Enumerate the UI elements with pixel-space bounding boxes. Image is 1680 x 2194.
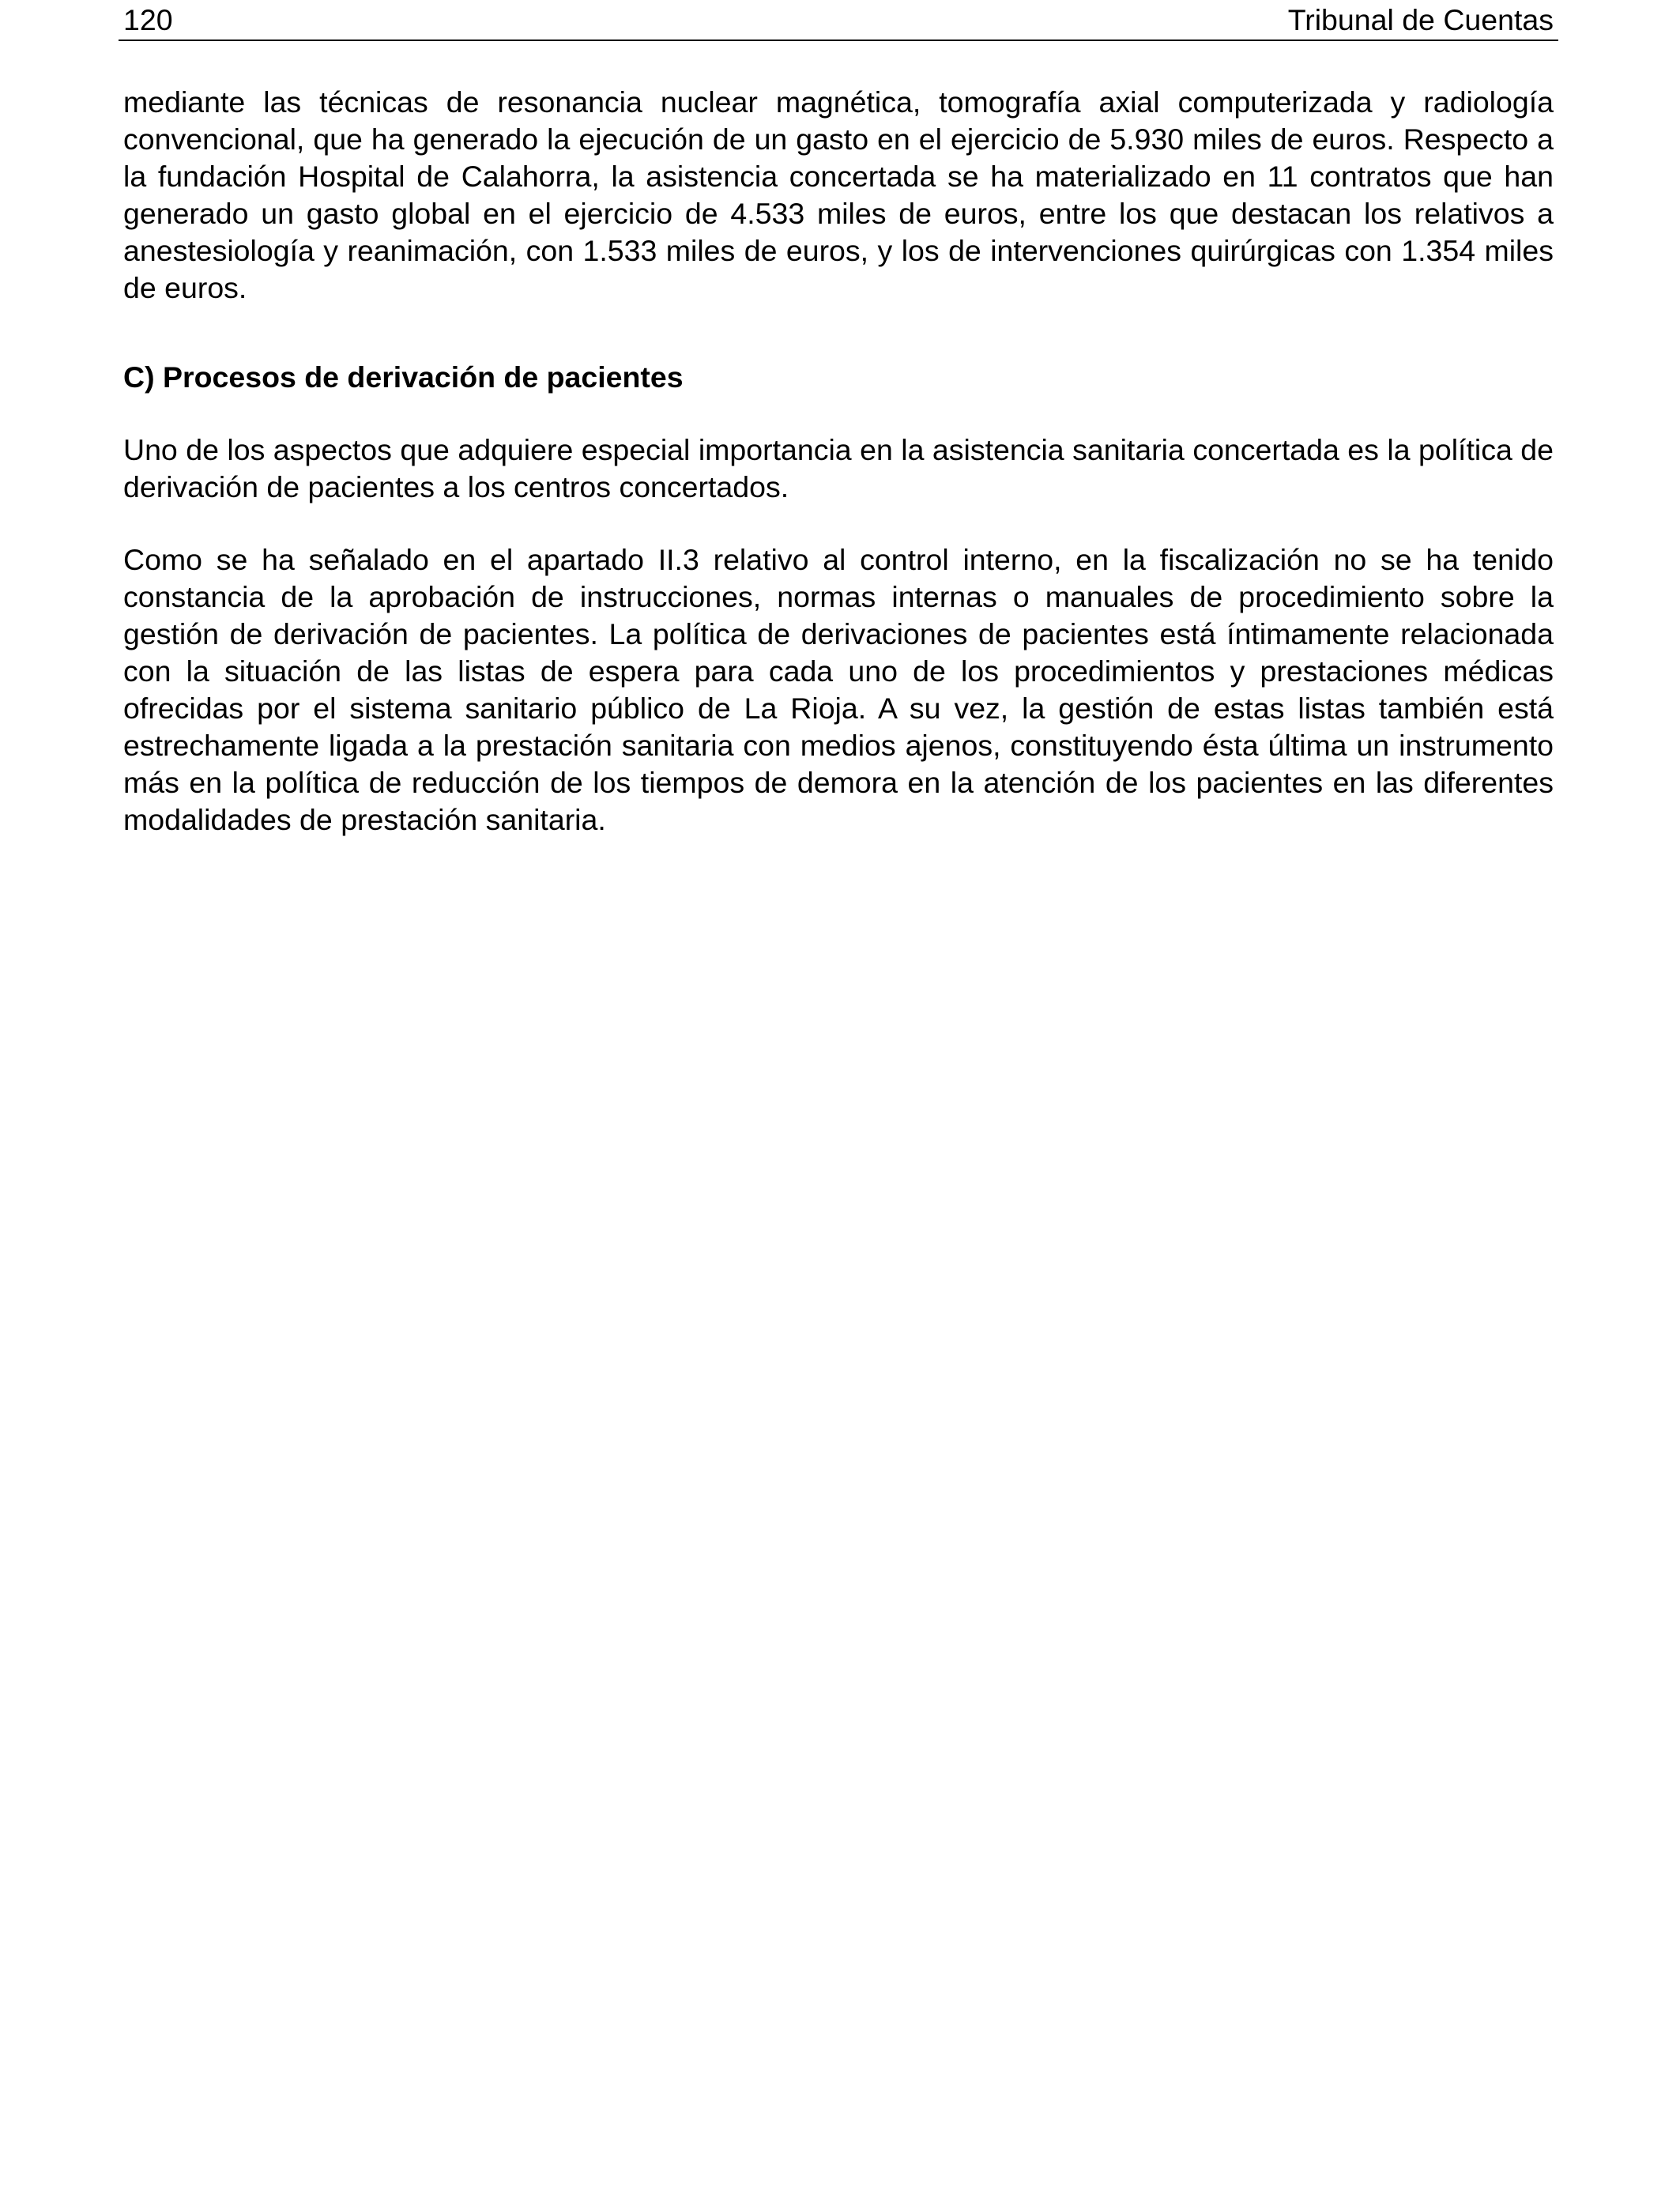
paragraph-derivation-intro: Uno de los aspectos que adquiere especial importancia en la asistencia sanitaria concertada es la política de derivación de pacientes a los centros concertados. [123,433,1554,503]
paragraph-continuation: mediante las técnicas de resonancia nuclear magnética, tomografía axial computerizada y radiología convencional, que ha generado la ejecución de un gasto en el ejercicio de 5.930 miles de euros. Respecto a la fundación Hospital de Calahorra, la asistencia concertada se ha materializado en 11 contratos que han generado un gasto global en el ejercicio de 4.533 miles de euros, entre los que destacan los relativos a anestesiología y reanimación, con 1.533 miles de euros, y los de intervenciones quirúrgicas con 1.354 miles de euros. [123,85,1554,304]
document-body [123,84,1554,839]
page-number: 120 [123,3,173,36]
section-heading: C) Procesos de derivación de pacientes [123,360,684,394]
running-title: Tribunal de Cuentas [1287,3,1554,36]
paragraph-internal-control: Como se ha señalado en el apartado II.3 relativo al control interno, en la fiscalización no se ha tenido constancia de la aprobación de instrucciones, normas internas o manuales de procedimiento sobre la gestión de derivación de pacientes. La política de derivaciones de pacientes está íntimamente relacionada con la situación de las listas de espera para cada uno de los procedimientos y prestaciones médicas ofrecidas por el sistema sanitario público de La Rioja. A su vez, la gestión de estas listas también está estrechamente ligada a la prestación sanitaria con medios ajenos, constituyendo ésta última un instrumento más en la política de reducción de los tiempos de demora en la atención de los pacientes en las diferentes modalidades de prestación sanitaria. [123,543,1554,836]
page-header [119,0,1558,41]
